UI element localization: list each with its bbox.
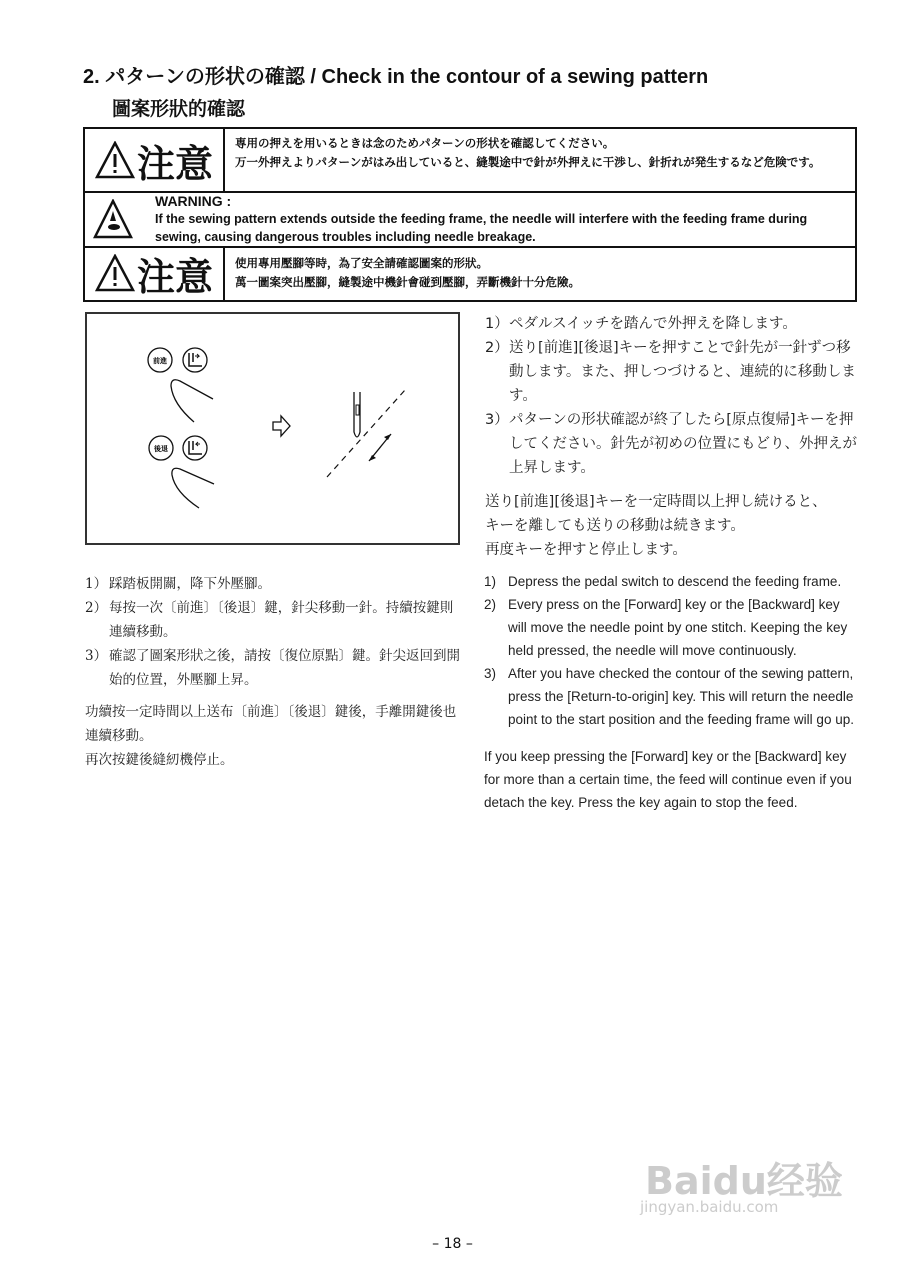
step-text: パターンの形状確認が終了したら[原点復帰]キーを押してください。針先が初めの位置にもどり、外押えが上昇します。 [509, 412, 857, 476]
japanese-steps [485, 312, 863, 562]
caution-zh-line: 萬一圖案突出壓腳，縫製途中機針會碰到壓腳，弄斷機針十分危險。 [235, 275, 580, 289]
list-item [484, 662, 862, 731]
watermark-url: jingyan.baidu.com [640, 1198, 779, 1216]
note-line: 功續按一定時間以上送布〔前進〕〔後退〕鍵後，手離開鍵後也連續移動。 [85, 704, 457, 744]
warning-heading: WARNING : [155, 193, 232, 209]
note-line: 送り[前進][後退]キーを一定時間以上押し続けると、 [485, 494, 827, 510]
feed-forward-icon [183, 348, 207, 372]
step-number: 3) [484, 666, 497, 681]
note-line: キーを離しても送りの移動は続きます。 [485, 518, 745, 534]
caution-jp-line: 万一外押えよりパターンがはみ出していると、縫製途中で針が外押えに干渉し、針折れが発生するなど危険です。 [235, 155, 821, 169]
caution-row-chinese [85, 246, 855, 300]
warning-text: If the sewing pattern extends outside the feeding frame, the needle will interfere with the feeding frame during sewing, causing dangerous troubles including needle breakage. [155, 212, 808, 244]
forward-key-label: 前進 [153, 357, 167, 365]
feed-backward-icon [183, 436, 207, 460]
japanese-note [485, 490, 863, 562]
list-item [485, 336, 863, 408]
english-note: If you keep pressing the [Forward] key or the [Backward] key for more than a certain time, the feed will continue even if you detach the key. Press the key again to stop the feed. [484, 749, 852, 810]
list-item [484, 593, 862, 662]
finger-icon [172, 468, 214, 508]
step-number: 2） [485, 340, 509, 356]
step-number: 1） [85, 576, 108, 592]
list-item [485, 408, 863, 480]
warning-box [83, 127, 857, 302]
finger-icon [171, 380, 213, 422]
section-subtitle-chinese: 圖案形狀的確認 [112, 98, 246, 120]
step-number: 2) [484, 597, 497, 612]
step-text: Every press on the [Forward] key or the [Backward] key will move the needle point by one stitch. Keeping the key held pressed, the needle will move continuously. [508, 597, 848, 658]
step-text: After you have checked the contour of the sewing pattern, press the [Return-to-origin] key. This will return the needle point to the start position and the feeding frame will go up. [508, 666, 854, 727]
step-text: 每按一次〔前進〕〔後退〕鍵，針尖移動一針。持續按鍵則連續移動。 [109, 600, 454, 640]
list-item [484, 570, 862, 593]
step-text: 確認了圖案形狀之後，請按〔復位原點〕鍵。針尖返回到開始的位置，外壓腳上昇。 [109, 648, 460, 688]
warning-row-english [85, 191, 855, 248]
right-arrow-icon [273, 416, 290, 436]
list-item [85, 644, 465, 692]
step-number: 3） [85, 648, 108, 664]
step-text: 踩踏板開關，降下外壓腳。 [109, 576, 271, 592]
list-item [85, 596, 465, 644]
section-title: 2. パターンの形状の確認 / Check in the contour of a sewing pattern [83, 66, 709, 88]
step-number: 1) [484, 574, 497, 589]
chinese-note [85, 700, 465, 772]
step-text: Depress the pedal switch to descend the feeding frame. [508, 574, 842, 589]
backward-key-label: 後退 [154, 445, 168, 453]
caution-label: 注意 [136, 141, 213, 186]
step-number: 3） [485, 412, 509, 428]
caution-zh-line: 使用專用壓腳等時，為了安全請確認圖案的形狀。 [235, 256, 488, 270]
step-text: 送り[前進][後退]キーを押すことで針先が一針ずつ移動します。また、押しつづけると、連続的に移動します。 [509, 340, 856, 404]
warning-triangle-icon [95, 141, 135, 179]
stitch-line [327, 390, 405, 477]
figure-drawing [87, 314, 458, 543]
step-text: ペダルスイッチを踏んで外押えを降します。 [509, 316, 797, 332]
step-number: 2） [85, 600, 108, 616]
caution-label: 注意 [136, 254, 213, 299]
page-number: – 18 – [432, 1236, 473, 1252]
double-arrow-icon [369, 434, 391, 461]
list-item [85, 572, 465, 596]
english-steps [484, 570, 862, 814]
list-item [485, 312, 863, 336]
key-operation-figure [85, 312, 460, 545]
caution-jp-line: 専用の押えを用いるときは念のためパターンの形状を確認してください。 [235, 136, 615, 150]
chinese-steps [85, 572, 465, 772]
warning-triangle-icon [95, 254, 135, 292]
watermark-logo: Baidu经验 [645, 1159, 843, 1203]
needle-hazard-icon [93, 199, 133, 239]
caution-row-japanese [85, 129, 855, 193]
step-number: 1） [485, 316, 509, 332]
note-line: 再度キーを押すと停止します。 [485, 542, 687, 558]
needle-icon [354, 392, 360, 437]
note-line: 再次按鍵後縫紉機停止。 [85, 752, 234, 768]
